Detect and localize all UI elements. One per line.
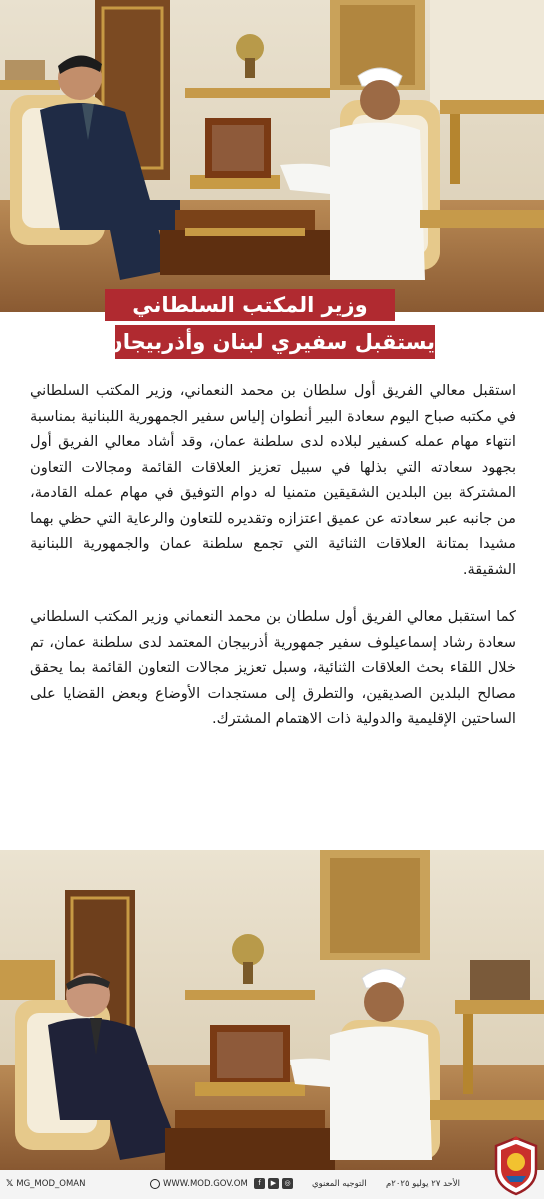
title-banner — [0, 282, 544, 372]
title-line-1: وزير المكتب السلطاني — [105, 289, 395, 321]
article-paragraph-2: كما استقبل معالي الفريق أول سلطان بن محمد النعماني وزير المكتب السلطاني سعادة رشاد إسماعيلوف سفير جمهورية أذربيجان المعتمد لدى سلطنة عمان، تم خلال اللقاء بحث العلاقات الثنائية، وسبل تعزيز مجالات التعاون القائمة بما يحقق مصالح البلدين الصديقين، والتطرق إلى مستجدات الأوضاع وبعض القضايا على الساحتين الإقليمية والدولية ذات الاهتمام المشترك. — [30, 608, 516, 727]
footer-bar — [0, 1170, 544, 1199]
footer-social-icons — [254, 1178, 293, 1189]
title-line-2: يستقبل سفيري لبنان وأذربيجان — [115, 325, 435, 359]
youtube-icon[interactable]: ▶ — [268, 1178, 279, 1189]
footer-guidance — [312, 1179, 367, 1189]
footer-website-text: WWW.MOD.GOV.OM — [163, 1179, 248, 1189]
article-paragraph-1: استقبل معالي الفريق أول سلطان بن محمد النعماني، وزير المكتب السلطاني في مكتبه صباح اليوم سعادة البير أنطوان إلياس سفير الجمهورية اللبنانية بمناسبة انتهاء مهام عمله كسفير لبلاده لدى سلطنة عمان، وقد أشاد معالي الفريق أول بجهود سعادته التي بذلها في سبيل تعزيز العلاقات القائمة ومجالات التعاون المشتركة بين البلدين الشقيقين متمنيا له دوام التوفيق في مهام عمله القادمة، من جانبه عبر سعادته عن عميق اعتزازه وتقديره للتعاون والرعاية التي حظي بهما مشيدا بمتانة العلاقات الثنائية التي تجمع سلطنة عمان والجمهورية اللبنانية الشقيقة. — [30, 382, 516, 578]
footer-date-text: الأحد ٢٧ يوليو ٢٠٢٥م — [386, 1179, 461, 1189]
footer-handle-text: MG_MOD_OMAN — [16, 1179, 86, 1189]
globe-icon — [150, 1179, 160, 1189]
article-body — [30, 378, 516, 732]
bottom-photo-illustration — [0, 850, 544, 1170]
top-meeting-photo — [0, 0, 544, 312]
ministry-emblem — [492, 1136, 540, 1196]
footer-website-link[interactable] — [150, 1179, 248, 1189]
x-icon: 𝕏 — [6, 1179, 14, 1189]
bottom-meeting-photo — [0, 850, 544, 1170]
footer-guidance-text: التوجيه المعنوي — [312, 1179, 367, 1189]
footer-social-handle[interactable] — [6, 1179, 85, 1189]
top-photo-illustration — [0, 0, 544, 312]
instagram-icon[interactable]: ◎ — [282, 1178, 293, 1189]
footer-date — [386, 1179, 460, 1189]
facebook-icon[interactable]: f — [254, 1178, 265, 1189]
